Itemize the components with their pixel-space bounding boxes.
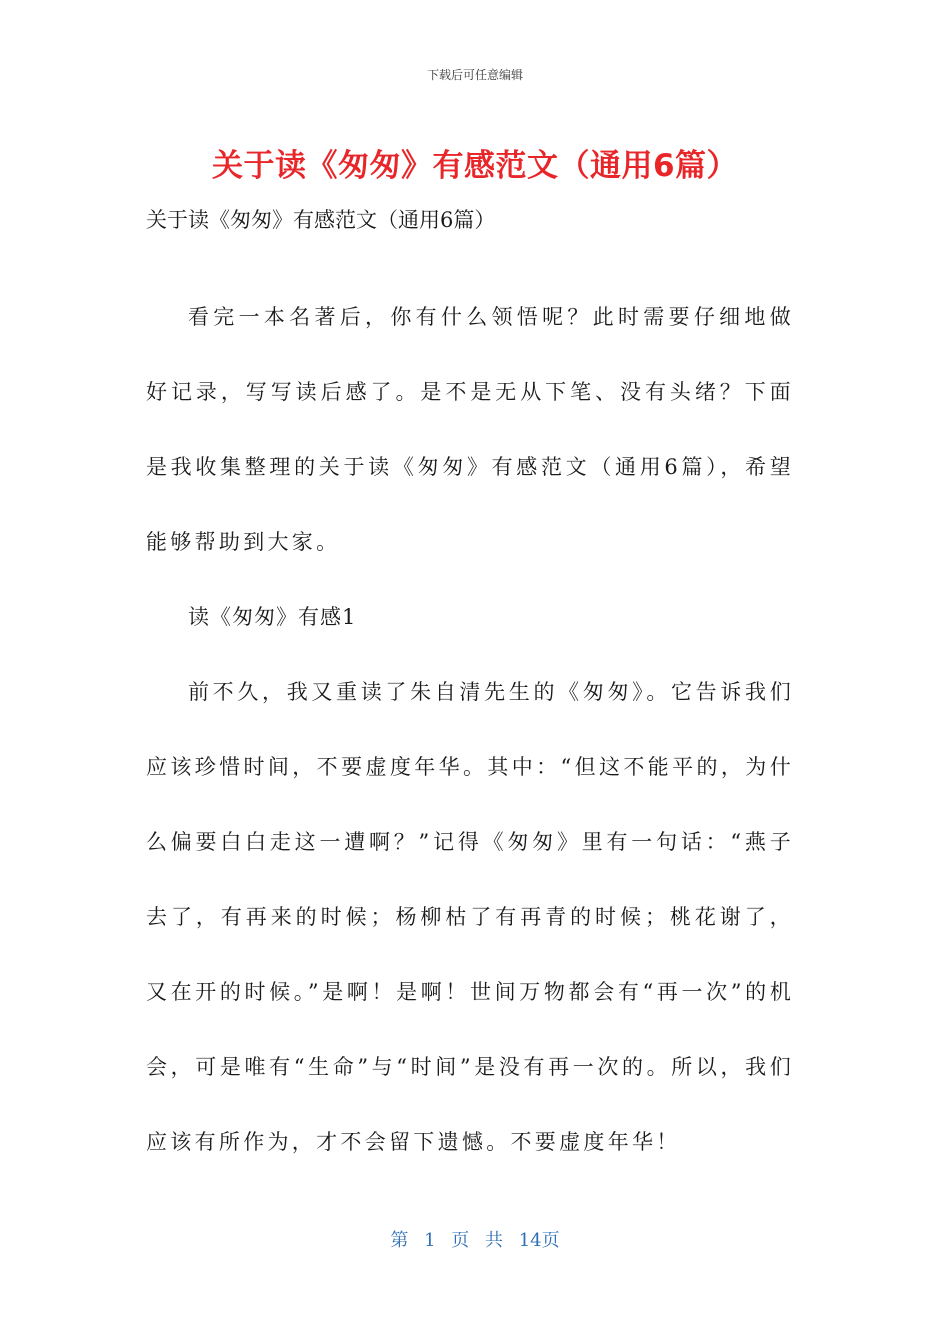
document-title: 关于读《匆匆》有感范文（通用6篇） bbox=[211, 148, 739, 184]
section-heading: 读《匆匆》有感1 bbox=[188, 605, 357, 629]
document-body bbox=[146, 202, 794, 1180]
document-subtitle: 关于读《匆匆》有感范文（通用6篇） bbox=[146, 208, 496, 232]
page-footer: 第 1 页 共 14页 bbox=[390, 1230, 560, 1251]
intro-paragraph: 看完一本名著后，你有什么领悟呢？此时需要仔细地做好记录，写写读后感了。是不是无从下笔、没有头绪？下面是我收集整理的关于读《匆匆》有感范文（通用6篇），希望能够帮助到大家。 bbox=[146, 305, 794, 554]
header-note: 下载后可任意编辑 bbox=[426, 68, 523, 82]
section-paragraph: 前不久，我又重读了朱自清先生的《匆匆》。它告诉我们应该珍惜时间，不要虚度年华。其中：“但这不能平的，为什么偏要白白走这一遭啊？”记得《匆匆》里有一句话：“燕子去了，有再来的时候；杨柳枯了有再青的时候；桃花谢了，又在开的时候。”是啊！是啊！世间万物都会有“再一次”的机会，可是唯有“生命”与“时间”是没有再一次的。所以，我们应该有所作为，才不会留下遗憾。不要虚度年华！ bbox=[146, 680, 794, 1154]
